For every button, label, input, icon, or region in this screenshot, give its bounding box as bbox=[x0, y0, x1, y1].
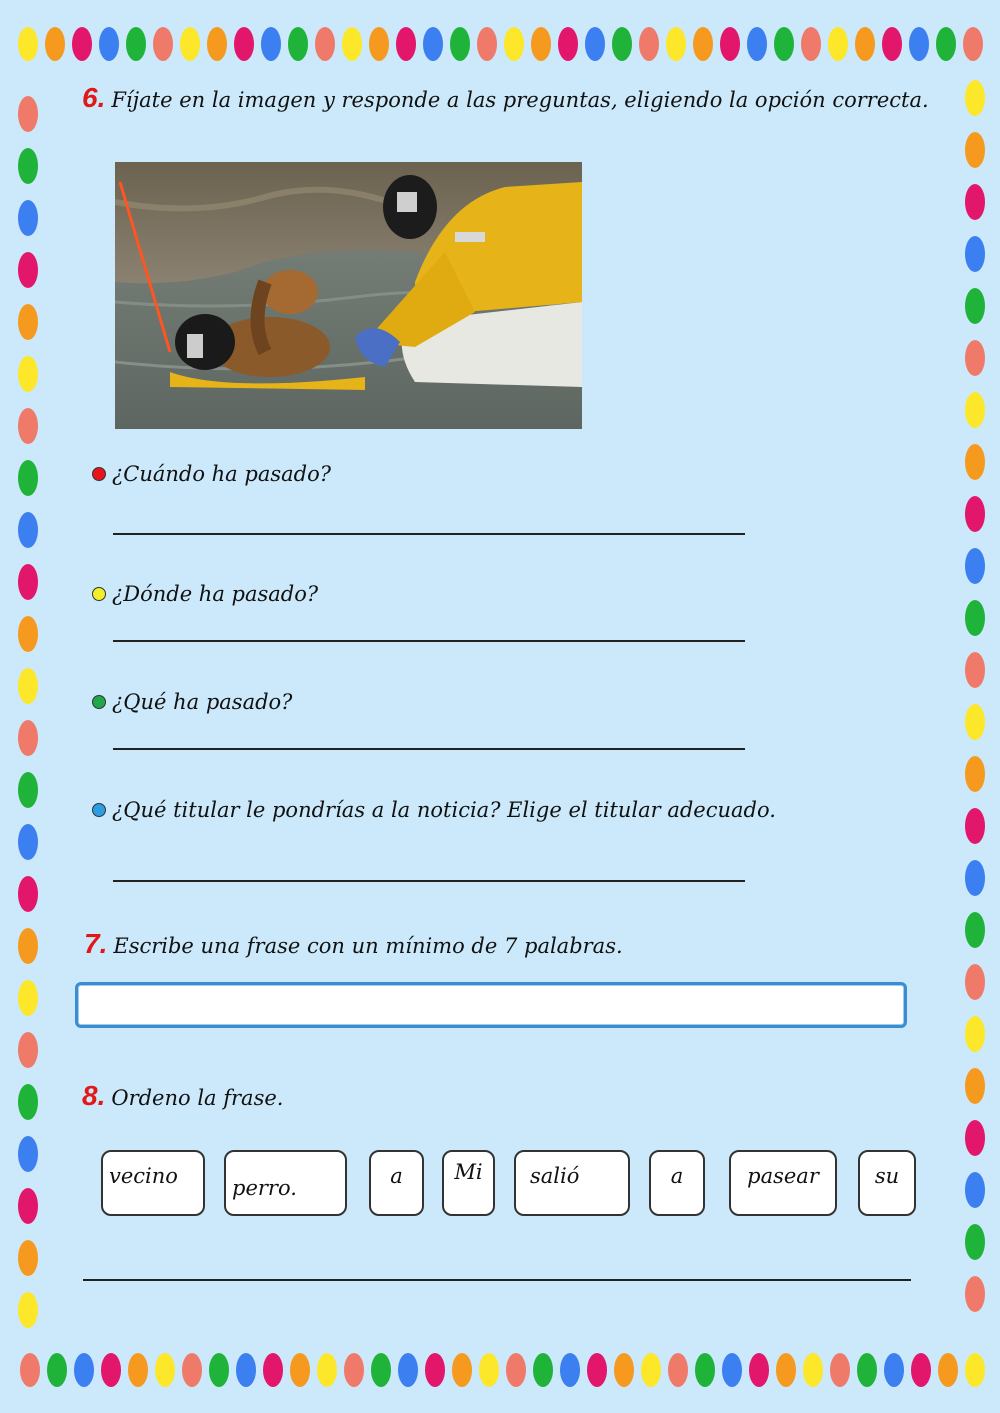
exercise-6-instruction: Fíjate en la imagen y responde a las preguntas, eligiendo la opción correcta. bbox=[111, 88, 929, 112]
green-bullet-icon bbox=[92, 695, 106, 709]
word-card[interactable]: vecino bbox=[101, 1150, 205, 1216]
answer-line-what[interactable] bbox=[113, 748, 745, 750]
answer-line-ordered-sentence[interactable] bbox=[83, 1279, 911, 1281]
exercise-7-instruction: Escribe una frase con un mínimo de 7 palabras. bbox=[113, 934, 623, 958]
sentence-input[interactable] bbox=[75, 982, 907, 1028]
blue-bullet-icon bbox=[92, 803, 106, 817]
word-card[interactable]: salió bbox=[514, 1150, 630, 1216]
word-card[interactable]: a bbox=[649, 1150, 705, 1216]
exercise-7-heading bbox=[84, 928, 623, 960]
exercise-6-heading bbox=[82, 82, 929, 114]
question-where-text: ¿Dónde ha pasado? bbox=[112, 582, 319, 606]
word-card[interactable]: perro. bbox=[224, 1150, 347, 1216]
question-when bbox=[92, 462, 331, 486]
word-card[interactable]: su bbox=[858, 1150, 916, 1216]
exercise-8-heading bbox=[82, 1080, 283, 1112]
exercise-8-number: 8. bbox=[82, 1080, 106, 1111]
word-card[interactable]: pasear bbox=[729, 1150, 837, 1216]
exercise-8-instruction: Ordeno la frase. bbox=[111, 1086, 284, 1110]
answer-line-when[interactable] bbox=[113, 533, 745, 535]
question-what bbox=[92, 690, 292, 714]
rescue-photo bbox=[115, 162, 582, 429]
answer-line-headline[interactable] bbox=[113, 880, 745, 882]
exercise-6-number: 6. bbox=[82, 82, 106, 113]
question-headline-text: ¿Qué titular le pondrías a la noticia? Elige el titular adecuado. bbox=[112, 798, 776, 822]
answer-line-where[interactable] bbox=[113, 640, 745, 642]
yellow-bullet-icon bbox=[92, 587, 106, 601]
question-what-text: ¿Qué ha pasado? bbox=[112, 690, 293, 714]
question-where bbox=[92, 582, 318, 606]
exercise-7-number: 7. bbox=[84, 928, 108, 959]
question-when-text: ¿Cuándo ha pasado? bbox=[112, 462, 331, 486]
question-headline bbox=[92, 798, 776, 822]
red-bullet-icon bbox=[92, 467, 106, 481]
word-card[interactable]: Mi bbox=[442, 1150, 495, 1216]
word-card[interactable]: a bbox=[369, 1150, 424, 1216]
